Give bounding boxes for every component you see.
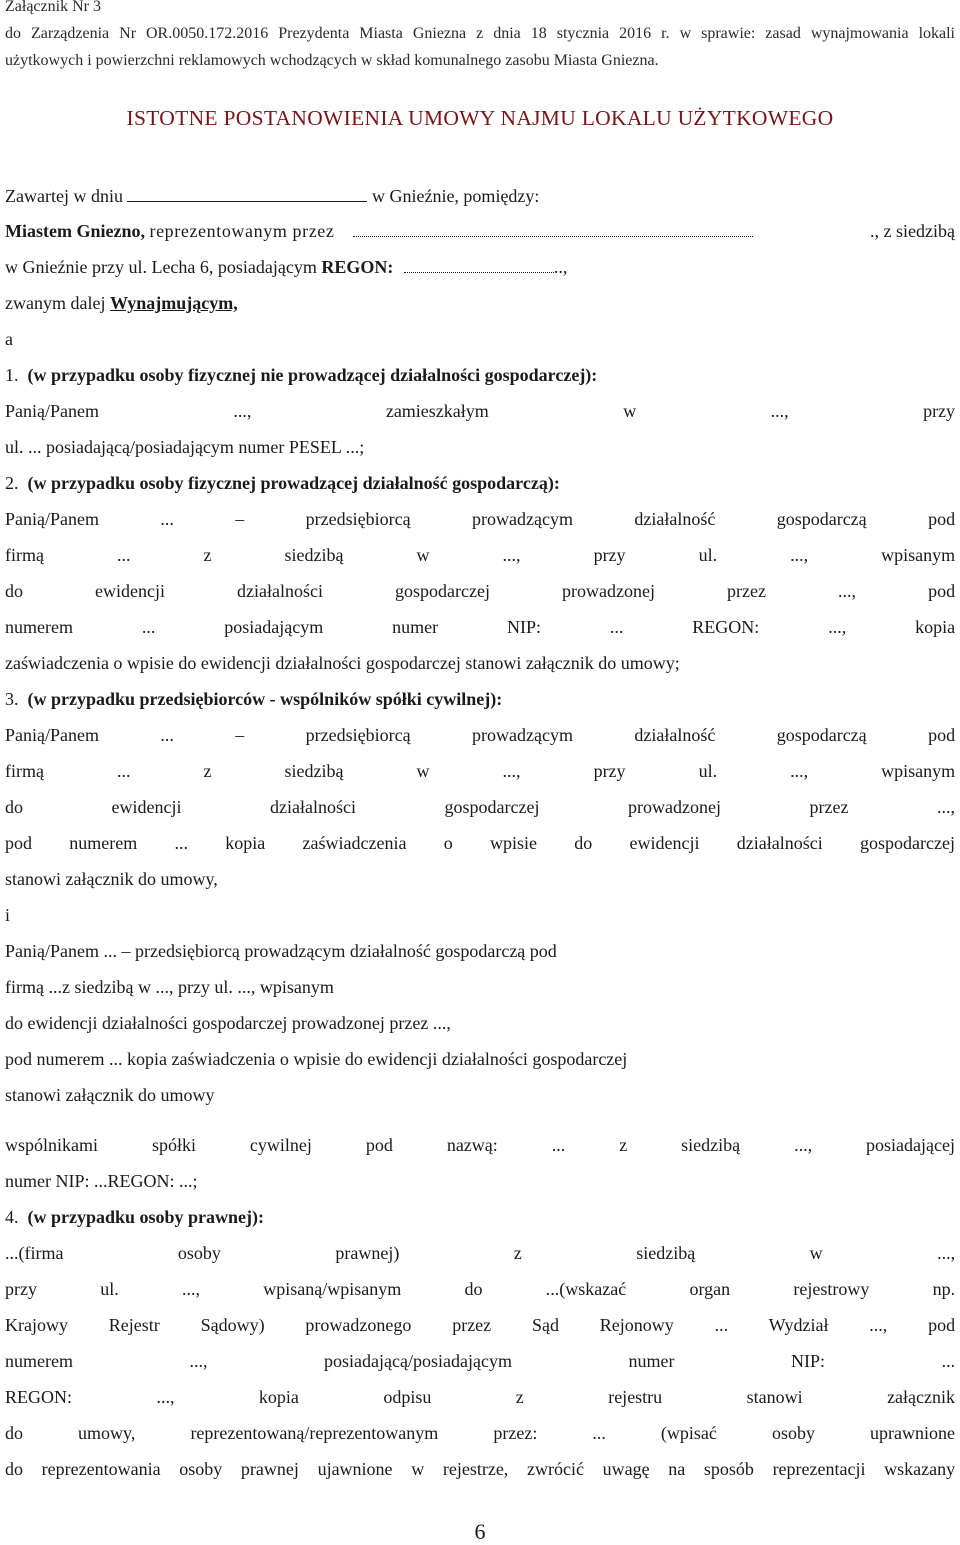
word: ... [117,545,131,565]
word: z [619,1135,628,1155]
word: rejestrze, [442,1459,509,1479]
word: działalność [634,509,716,529]
word: wpisanym [881,545,956,565]
section-2-title: (w przypadku osoby fizycznej prowadzącej działalność gospodarczą): [27,473,560,493]
word: Wydział [768,1315,829,1335]
section-3-partner-line-3: do ewidencji działalności gospodarczej prowadzonej przez ..., [5,1013,451,1033]
section-4-line-7 [5,1458,955,1480]
section-2-line-1 [5,508,955,530]
word: ..., [794,1135,813,1155]
section-3-heading [5,688,955,710]
word: działalności [736,833,823,853]
word: w [416,545,430,565]
word: osoby [177,1243,221,1263]
section-3-line-2 [5,760,955,782]
concluded-line [5,185,955,207]
section-3-line-4 [5,832,955,854]
section-3-line-3 [5,796,955,818]
word: do [5,581,23,601]
word: pod [928,509,956,529]
regon-label: REGON: [321,257,394,277]
word: ..., [828,617,847,637]
word: wspólnikami [5,1135,98,1155]
called-text: zwanym dalej [5,293,110,313]
section-1-heading [5,364,955,386]
word: z [203,761,212,781]
section-4-title: (w przypadku osoby prawnej): [27,1207,265,1227]
word: posiadającą/posiadającym [324,1351,512,1371]
word: – [235,509,245,529]
word: ... [714,1315,729,1335]
section-2-line-3 [5,580,955,602]
word: ... [174,833,189,853]
word: ..., [937,1243,956,1263]
word: gospodarczej [860,833,955,853]
word: przez: [493,1423,538,1443]
word: numer [628,1351,675,1371]
word: o [443,833,453,853]
section-3-partner-line-1: Panią/Panem ... – przedsiębiorcą prowadzącym działalność gospodarczą pod [5,941,557,961]
word: w [416,761,430,781]
word: Panią/Panem [5,509,99,529]
word: ..., [156,1387,175,1407]
word: gospodarczej [395,581,491,601]
section-3-partners-line-2: numer NIP: ...REGON: ...; [5,1171,198,1191]
word: Sąd [531,1315,559,1335]
section-1-line-1 [5,400,955,422]
word: wskazany [884,1459,956,1479]
word: ...(firma [5,1243,64,1263]
word: ... [141,617,156,637]
word: gospodarczą [776,509,867,529]
word: przedsiębiorcą [305,725,411,745]
word: w [623,401,637,421]
word: przedsiębiorcą [305,509,411,529]
word: na [668,1459,686,1479]
word: uprawnione [870,1423,955,1443]
word: siedzibą [681,1135,741,1155]
section-3-title: (w przypadku przedsiębiorców - wspólników spółki cywilnej): [27,689,503,709]
word: Rejonowy [599,1315,674,1335]
word: reprezentowaną/reprezentowanym [190,1423,439,1443]
word: działalność [634,725,716,745]
word: ..., [937,797,956,817]
section-4-line-5 [5,1386,955,1408]
word: osoby [771,1423,815,1443]
word: ..., [770,401,789,421]
section-3-partner-line-4: pod numerem ... kopia zaświadczenia o wpisie do ewidencji działalności gospodarczej [5,1049,628,1069]
word: NIP: [791,1351,826,1371]
word: REGON: [5,1387,72,1407]
date-blank [127,185,367,202]
word: kopia [915,617,956,637]
section-4-number: 4. [5,1207,19,1227]
word: ..., [189,1351,208,1371]
section-4-heading [5,1206,955,1228]
word: (wpisać [660,1423,717,1443]
representative-blank [353,222,753,237]
word: siedzibą [284,761,344,781]
word: numerem [69,833,138,853]
word: ..., [790,761,809,781]
word: prowadzącym [472,725,573,745]
word: uwagę [602,1459,650,1479]
section-3-and: i [5,905,11,925]
word: z [515,1387,524,1407]
word: prowadzącym [472,509,573,529]
word: prowadzonej [628,797,722,817]
word: przez [727,581,767,601]
word: ..., [502,761,521,781]
word: ..., [182,1279,200,1299]
word: z [203,545,212,565]
section-1-title: (w przypadku osoby fizycznej nie prowadzącej działalności gospodarczej): [27,365,598,385]
word: do [464,1279,483,1299]
regon-blank [404,258,554,273]
word: przez [809,797,849,817]
word: organ [689,1279,731,1299]
word: ... [551,1135,566,1155]
word: zamieszkałym [385,401,489,421]
word: osoby [179,1459,223,1479]
word: pod [928,581,956,601]
word: ul. [698,761,718,781]
word: ..., [502,545,521,565]
page-number: 6 [474,1519,486,1544]
annex-label: Załącznik Nr 3 [5,0,101,15]
section-3-line-5: stanowi załącznik do umowy, [5,869,218,889]
word: przez [452,1315,492,1335]
word: działalności [237,581,324,601]
section-4-line-4 [5,1350,955,1372]
word: załącznik [887,1387,956,1407]
word: zwrócić [526,1459,584,1479]
word: wpisie [490,833,538,853]
word: wpisaną/wpisanym [263,1279,402,1299]
word: prawnej [240,1459,299,1479]
section-4-line-3 [5,1314,955,1336]
word: ewidencji [111,797,182,817]
word: ... [160,725,174,745]
word: przy [5,1279,37,1299]
word: pod [928,725,956,745]
word: wpisanym [881,761,956,781]
section-2-number: 2. [5,473,19,493]
word: posiadającej [866,1135,955,1155]
section-3-line-1 [5,724,955,746]
landlord-label: Wynajmującym, [109,293,238,313]
word: posiadającym [224,617,324,637]
word: Sądowy) [200,1315,265,1335]
city-represented: reprezentowanym przez [149,221,335,241]
word: przy [923,401,956,421]
word: pod [5,833,32,853]
word: w [809,1243,823,1263]
word: siedzibą [284,545,344,565]
word: ...(wskazać [545,1279,627,1299]
word: ..., [233,401,252,421]
section-1-number: 1. [5,365,19,385]
word: umowy, [78,1423,136,1443]
annex-subject: użytkowych i powierzchni reklamowych wchodzących w skład komunalnego zasobu Miasta Gniezna. [5,52,659,69]
word: ul. [698,545,718,565]
word: nazwą: [446,1135,498,1155]
word: numerem [5,617,73,637]
address-text: w Gnieźnie przy ul. Lecha 6, posiadającym [5,257,322,277]
word: przy [593,545,626,565]
word: numer [392,617,439,637]
word: ... [592,1423,606,1443]
section-3-partner-line-5: stanowi załącznik do umowy [5,1085,215,1105]
word: kopia [225,833,266,853]
section-2-heading [5,472,955,494]
word: ..., [838,581,857,601]
word: w [411,1459,425,1479]
word: pod [928,1315,956,1335]
called-line [5,292,955,314]
word: numerem [5,1351,73,1371]
word: do [574,833,593,853]
address-line [5,256,955,278]
word: – [235,725,245,745]
word: stanowi [746,1387,803,1407]
word: NIP: [507,617,542,637]
word: ... [941,1351,956,1371]
word: ... [117,761,131,781]
city-line [5,220,955,242]
section-3-number: 3. [5,689,19,709]
word: siedzibą [636,1243,696,1263]
word: Panią/Panem [5,401,99,421]
section-2-line-5: zaświadczenia o wpisie do ewidencji działalności gospodarczej stanowi załącznik do umowy; [5,653,680,673]
word: reprezentacji [772,1459,866,1479]
word: ewidencji [95,581,166,601]
word: cywilnej [249,1135,312,1155]
word: prawnej) [335,1243,400,1263]
word: zaświadczenia [302,833,407,853]
word: odpisu [383,1387,432,1407]
section-3-partners-line-1 [5,1134,955,1156]
word: pod [365,1135,393,1155]
annex-reference: do Zarządzenia Nr OR.0050.172.2016 Prezydenta Miasta Gniezna z dnia 18 stycznia 2016 r. w sprawie: zasad wynajmowania lokali [5,25,955,42]
city-name: Miastem Gniezno, [5,221,145,241]
word: działalności [270,797,357,817]
word: prowadzonego [305,1315,412,1335]
word: Krajowy [5,1315,68,1335]
word: ujawnione [317,1459,393,1479]
and-line: a [5,329,13,349]
section-1-line-2: ul. ... posiadającą/posiadającym numer PESEL ...; [5,437,365,457]
section-3-partner-line-2: firmą ...z siedzibą w ..., przy ul. ..., wpisanym [5,977,334,997]
word: Rejestr [108,1315,160,1335]
word: spółki [151,1135,196,1155]
section-4-line-1 [5,1242,955,1264]
word: ..., [790,545,809,565]
word: do [5,1459,23,1479]
word: do [5,1423,23,1443]
section-4-line-6 [5,1422,955,1444]
section-2-line-2 [5,544,955,566]
word: ul. [100,1279,119,1299]
address-end: .., [553,257,568,277]
word: REGON: [692,617,760,637]
word: prowadzonej [562,581,656,601]
word: ..., [869,1315,888,1335]
word: firmą [5,761,44,781]
word: gospodarczej [444,797,540,817]
word: np. [932,1279,956,1299]
word: ewidencji [629,833,700,853]
word: przy [593,761,626,781]
word: gospodarczą [776,725,867,745]
word: rejestru [608,1387,663,1407]
concluded-text: Zawartej w dniu [5,186,123,206]
word: rejestrowy [793,1279,870,1299]
city-seat: ., z siedzibą [870,221,955,241]
word: sposób [703,1459,754,1479]
word: reprezentowania [41,1459,161,1479]
word: ... [160,509,174,529]
word: z [513,1243,522,1263]
concluded-place: w Gnieźnie, pomiędzy: [371,186,540,206]
section-2-line-4 [5,616,955,638]
word: kopia [258,1387,299,1407]
word: ... [609,617,624,637]
word: firmą [5,545,44,565]
section-4-line-2 [5,1278,955,1300]
document-title: ISTOTNE POSTANOWIENIA UMOWY NAJMU LOKALU UŻYTKOWEGO [126,106,834,130]
word: Panią/Panem [5,725,99,745]
word: do [5,797,23,817]
